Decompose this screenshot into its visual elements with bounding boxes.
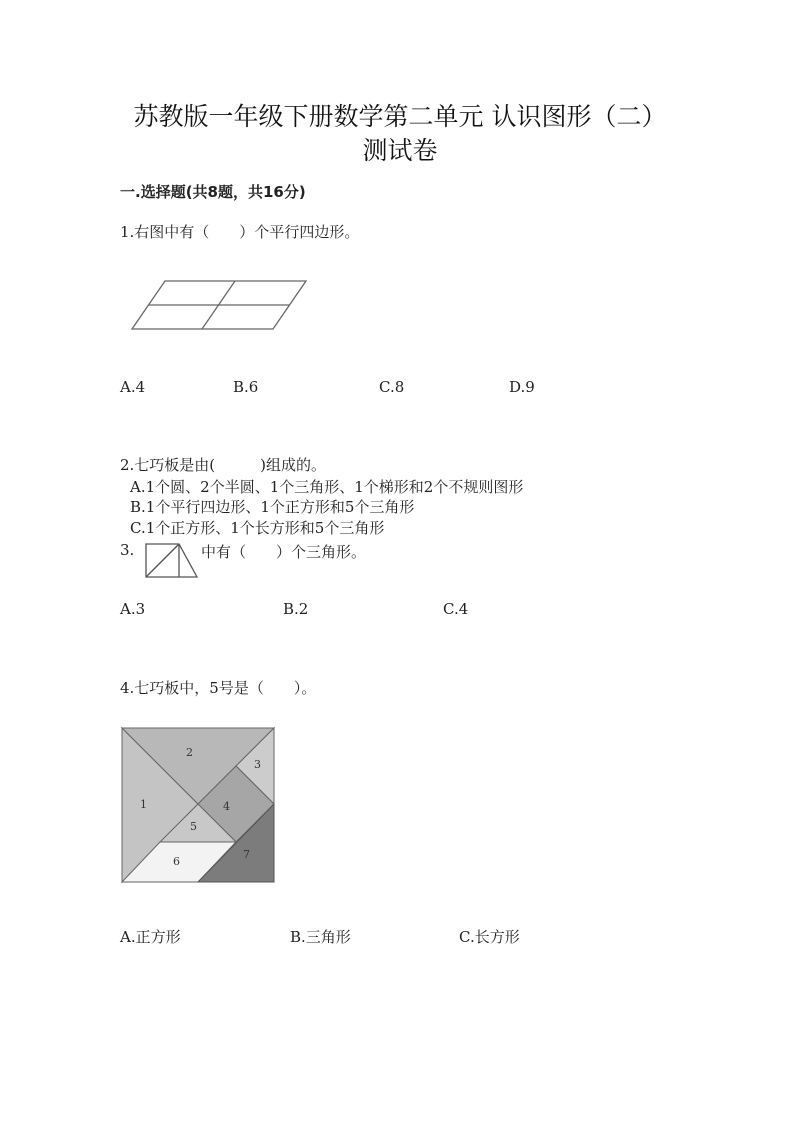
- question-1-option-c[interactable]: C.8: [379, 378, 405, 396]
- question-3-number: 3.: [120, 541, 135, 559]
- question-4-text: 4.七巧板中，5号是（ ）。: [120, 679, 317, 697]
- tangram-figure: [120, 726, 280, 886]
- question-4-option-a[interactable]: A.正方形: [120, 928, 181, 946]
- question-2-text: 2.七巧板是由( )组成的。: [120, 456, 327, 474]
- question-1-option-a[interactable]: A.4: [120, 378, 146, 396]
- question-3-option-c[interactable]: C.4: [443, 600, 469, 618]
- tangram-label-7: 7: [243, 848, 250, 861]
- parallelogram-grid-figure: [130, 280, 340, 340]
- question-2-option-c[interactable]: C.1个正方形、1个长方形和5个三角形: [130, 519, 385, 537]
- tangram-label-1: 1: [140, 798, 147, 811]
- question-4-option-c[interactable]: C.长方形: [459, 928, 520, 946]
- question-2-option-a[interactable]: A.1个圆、2个半圆、1个三角形、1个梯形和2个不规则图形: [130, 478, 524, 496]
- tangram-label-2: 2: [186, 746, 193, 759]
- question-3-text: 中有（ ）个三角形。: [201, 543, 367, 561]
- tangram-label-6: 6: [173, 855, 180, 868]
- tangram-label-5: 5: [190, 820, 197, 833]
- question-3-option-b[interactable]: B.2: [283, 600, 309, 618]
- page-title: 苏教版一年级下册数学第二单元 认识图形（二）: [133, 102, 667, 131]
- question-1-option-d[interactable]: D.9: [509, 378, 535, 396]
- question-1-option-b[interactable]: B.6: [233, 378, 259, 396]
- tangram-label-4: 4: [223, 800, 230, 813]
- trapezoid-triangles-figure: [143, 541, 203, 581]
- question-4-option-b[interactable]: B.三角形: [290, 928, 351, 946]
- section-heading: 一.选择题(共8题，共16分): [120, 183, 306, 201]
- tangram-label-3: 3: [254, 758, 261, 771]
- page-subtitle: 测试卷: [362, 136, 438, 165]
- question-3-option-a[interactable]: A.3: [120, 600, 146, 618]
- question-2-option-b[interactable]: B.1个平行四边形、1个正方形和5个三角形: [130, 498, 415, 516]
- question-1-text: 1.右图中有（ ）个平行四边形。: [120, 223, 360, 241]
